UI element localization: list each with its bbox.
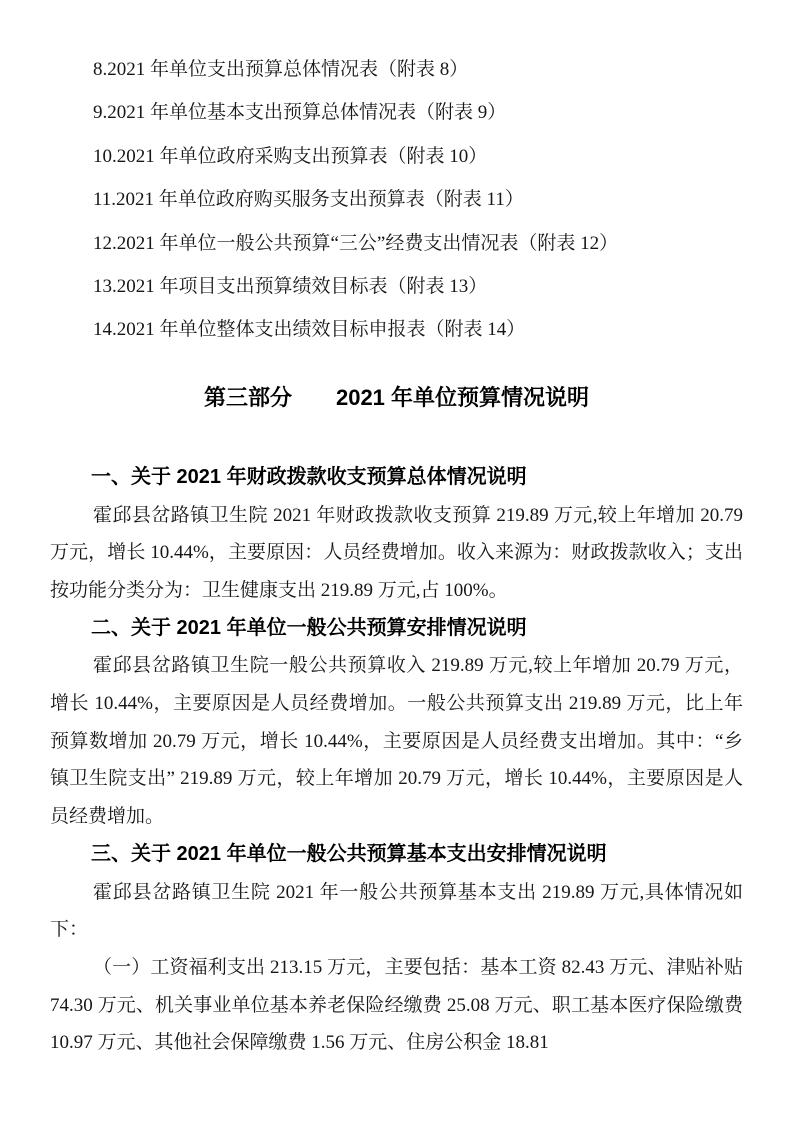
toc-item-table-11: 11.2021 年单位政府购买服务支出预算表（附表 11） bbox=[93, 189, 524, 211]
section-3-paragraph-1: 霍邱县岔路镇卫生院 2021 年一般公共预算基本支出 219.89 万元,具体情况如下： bbox=[50, 881, 743, 941]
toc-item-table-12: 12.2021 年单位一般公共预算“三公”经费支出情况表（附表 12） bbox=[93, 232, 619, 254]
toc-item-table-14: 14.2021 年单位整体支出绩效目标申报表（附表 14） bbox=[93, 319, 526, 341]
toc-item-table-9: 9.2021 年单位基本支出预算总体情况表（附表 9） bbox=[93, 102, 507, 124]
section-2-paragraph: 霍邱县岔路镇卫生院一般公共预算收入 219.89 万元,较上年增加 20.79 万元，增长 10.44%，主要原因是人员经费增加。一般公共预算支出 219.89 万元，比上年预算数增加 20.79 万元，增长 10.44%，主要原因是人员经费支出增加。其中：“乡镇卫生院支出” 219.89 万元，较上年增加 20.79 万元，增长 10.44%，主要原因是人员经费增加。 bbox=[50, 655, 743, 828]
section-1-paragraph: 霍邱县岔路镇卫生院 2021 年财政拨款收支预算 219.89 万元,较上年增加 20.79 万元，增长 10.44%，主要原因：人员经费增加。收入来源为：财政拨款收入；支出按功能分类分为：卫生健康支出 219.89 万元,占 100%。 bbox=[50, 504, 743, 601]
toc-item-table-10: 10.2021 年单位政府采购支出预算表（附表 10） bbox=[93, 145, 488, 167]
part-three-heading: 第三部分 2021 年单位预算情况说明 bbox=[203, 384, 590, 410]
attachment-table-list bbox=[50, 48, 743, 352]
toc-item-table-8: 8.2021 年单位支出预算总体情况表（附表 8） bbox=[93, 59, 469, 80]
section-heading-1: 一、关于 2021 年财政拨款收支预算总体情况说明 bbox=[91, 465, 527, 488]
section-heading-2: 二、关于 2021 年单位一般公共预算安排情况说明 bbox=[91, 616, 527, 639]
toc-item-table-13: 13.2021 年项目支出预算绩效目标表（附表 13） bbox=[93, 276, 488, 298]
section-3-paragraph-2: （一）工资福利支出 213.15 万元，主要包括：基本工资 82.43 万元、津贴补贴 74.30 万元、机关事业单位基本养老保险经缴费 25.08 万元、职工基本医疗保险缴费 10.97 万元、其他社会保障缴费 1.56 万元、住房公积金 18.81 bbox=[50, 956, 743, 1054]
section-heading-3: 三、关于 2021 年单位一般公共预算基本支出安排情况说明 bbox=[91, 842, 607, 865]
